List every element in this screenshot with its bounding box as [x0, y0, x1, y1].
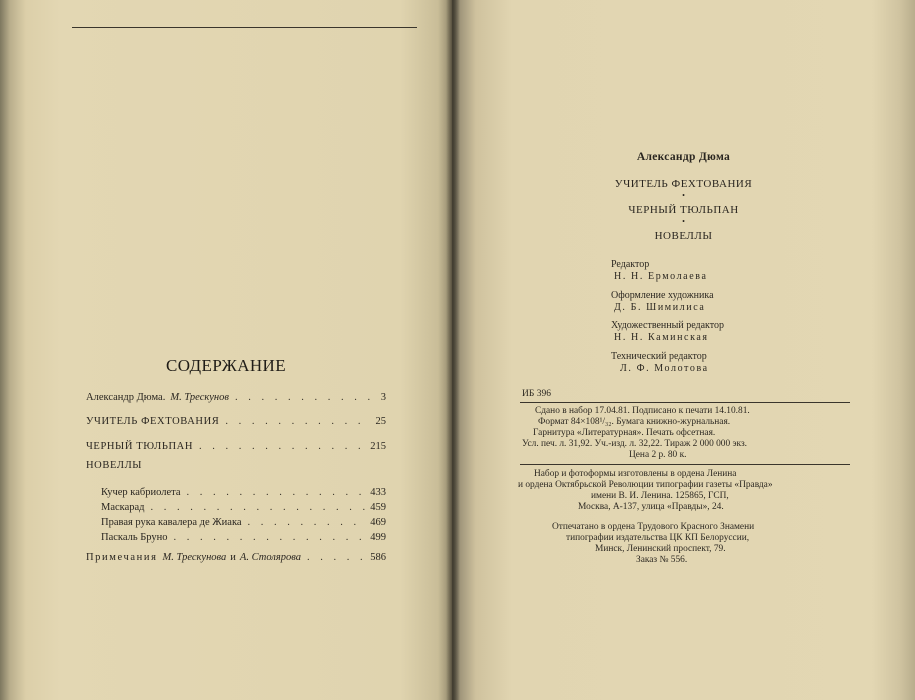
- toc-page-number: 459: [370, 502, 386, 513]
- imprint-title: ЧЕРНЫЙ ТЮЛЬПАН: [628, 204, 739, 216]
- toc-entry-right-hand: [101, 516, 386, 529]
- toc-page-number: 469: [370, 517, 386, 528]
- toc-entry-label: Паскаль Бруно: [101, 532, 168, 543]
- toc-entry-label: Правая рука кавалера де Жиака: [101, 517, 242, 528]
- toc-entry-author: Александр Дюма.: [86, 392, 166, 403]
- toc-entry-label: Маскарад: [101, 502, 145, 513]
- imprint-bullet: •: [682, 217, 685, 226]
- toc-page-number: 433: [370, 487, 386, 498]
- credit-role: Технический редактор: [611, 351, 707, 362]
- printer-line: Набор и фотоформы изготовлены в ордена Ленина: [534, 469, 737, 479]
- toc-entry-label: НОВЕЛЛЫ: [86, 460, 143, 471]
- toc-notes-prefix: Примечания: [86, 552, 158, 563]
- right-page: [452, 0, 915, 700]
- order-number: Заказ № 556.: [636, 555, 688, 565]
- ib-number: ИБ 396: [522, 389, 551, 399]
- printed-line: Минск, Ленинский проспект, 79.: [595, 544, 726, 554]
- toc-entry-pascal-bruno: [101, 531, 386, 544]
- credit-name: Н. Н. Ермолаева: [614, 271, 708, 282]
- toc-page-number: 215: [370, 441, 386, 452]
- toc-page-number: 586: [370, 552, 386, 563]
- toc-page-number: 25: [375, 416, 386, 427]
- printer-line: Москва, А-137, улица «Правды», 24.: [578, 502, 724, 512]
- printer-line: имени В. И. Ленина. 125865, ГСП,: [591, 491, 729, 501]
- print-info-line: Формат 84×108¹/₃₂. Бумага книжно-журнальная.: [538, 417, 731, 427]
- toc-leader: [235, 391, 370, 404]
- toc-title: СОДЕРЖАНИЕ: [165, 356, 287, 375]
- credit-name: Н. Н. Каминская: [614, 332, 709, 343]
- imprint-rule: [520, 464, 850, 465]
- credit-role: Оформление художника: [611, 290, 714, 301]
- price: Цена 2 р. 80 к.: [629, 450, 687, 460]
- toc-notes-author: А. Столярова: [239, 552, 302, 563]
- toc-leader: [307, 551, 366, 564]
- printed-line: Отпечатано в ордена Трудового Красного Знамени: [552, 522, 755, 532]
- left-page: [0, 0, 452, 700]
- imprint-title: НОВЕЛЛЫ: [654, 230, 713, 242]
- toc-entry-notes: [86, 551, 386, 564]
- credit-name: Л. Ф. Молотова: [620, 363, 709, 374]
- imprint-rule: [520, 402, 850, 403]
- toc-entry-label: Кучер кабриолета: [101, 487, 181, 498]
- toc-entry-preface: [86, 391, 386, 404]
- printed-line: типографии издательства ЦК КП Белоруссии,: [566, 533, 750, 543]
- printer-line: и ордена Октябрьской Революции типографии газеты «Правда»: [518, 480, 773, 490]
- toc-entry-fencing-master: [86, 415, 386, 428]
- top-rule: [72, 27, 417, 28]
- toc-entry-black-tulip: [86, 440, 386, 453]
- toc-entry-novellas: [86, 459, 386, 472]
- toc-leader: [199, 440, 366, 453]
- toc-leader: [186, 486, 366, 499]
- credit-name: Д. Б. Шимилиса: [614, 302, 706, 313]
- imprint-bullet: •: [682, 191, 685, 200]
- toc-leader: [248, 516, 367, 529]
- credit-role: Редактор: [611, 259, 650, 270]
- print-info-line: Сдано в набор 17.04.81. Подписано к печати 14.10.81.: [535, 406, 750, 416]
- toc-entry-masquerade: [101, 501, 386, 514]
- credit-role: Художественный редактор: [611, 320, 724, 331]
- print-info-line: Гарнитура «Литературная». Печать офсетная.: [533, 428, 716, 438]
- toc-page-number: 499: [370, 532, 386, 543]
- print-info-line: Усл. печ. л. 31,92. Уч.-изд. л. 32,22. Тираж 2 000 000 экз.: [522, 439, 748, 449]
- imprint-title: УЧИТЕЛЬ ФЕХТОВАНИЯ: [614, 178, 753, 190]
- toc-leader: [225, 415, 370, 428]
- toc-notes-conjunction: и: [230, 552, 236, 563]
- toc-page-number: 3: [380, 392, 386, 403]
- toc-leader: [174, 531, 367, 544]
- toc-entry-coachman: [101, 486, 386, 499]
- toc-notes-author: М. Трескунова: [162, 552, 227, 563]
- book-spine-fold: [446, 0, 460, 700]
- toc-entry-editor: М. Трескунов: [170, 392, 229, 403]
- toc-entry-label: ЧЕРНЫЙ ТЮЛЬПАН: [86, 441, 194, 452]
- toc-leader: [151, 501, 367, 514]
- imprint-author: Александр Дюма: [636, 151, 731, 163]
- toc-entry-label: УЧИТЕЛЬ ФЕХТОВАНИЯ: [86, 416, 220, 427]
